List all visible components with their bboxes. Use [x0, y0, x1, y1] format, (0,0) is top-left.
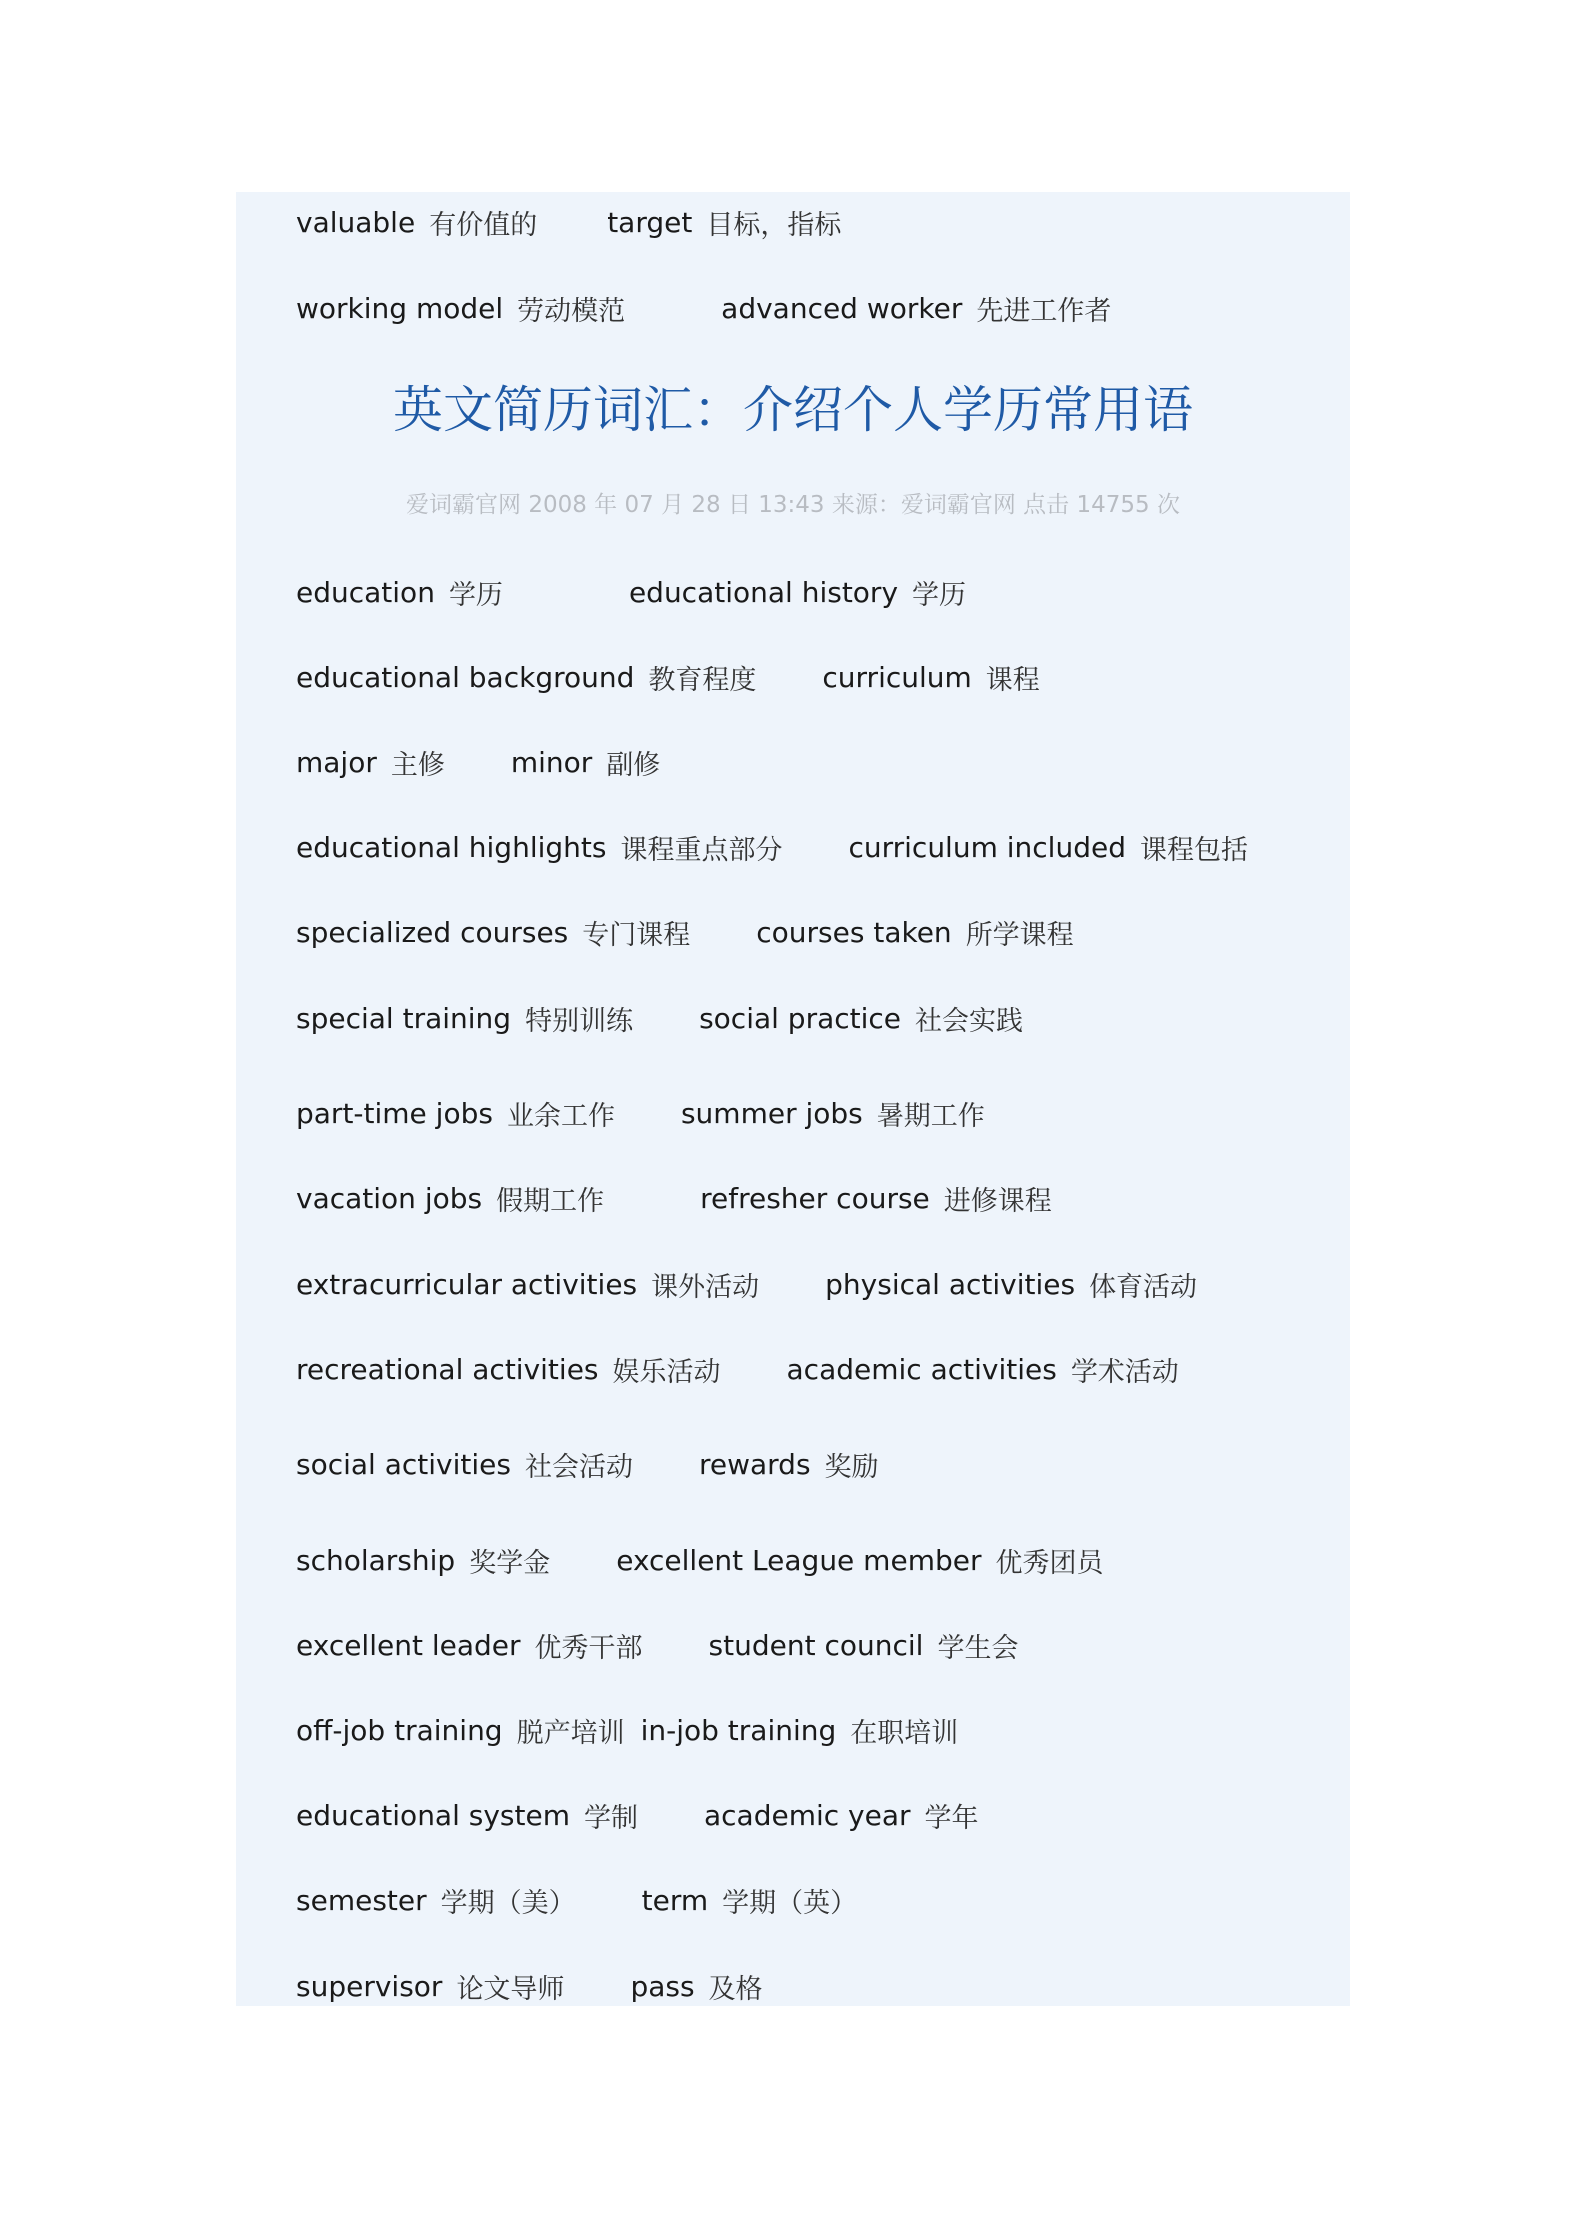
vocab-row	[296, 1540, 1103, 1580]
term-english: scholarship	[296, 1543, 456, 1577]
vocab-term	[721, 289, 1111, 328]
term-chinese: 进修课程	[943, 1185, 1052, 1217]
term-chinese: 体育活动	[1089, 1271, 1198, 1303]
term-english: valuable	[296, 205, 416, 239]
vocab-term	[296, 1179, 604, 1218]
term-chinese: 所学课程	[965, 919, 1074, 951]
vocab-term	[296, 743, 445, 782]
term-chinese: 教育程度	[648, 664, 757, 696]
term-chinese: 业余工作	[506, 1100, 615, 1132]
term-english: extracurricular activities	[296, 1267, 638, 1301]
term-english: term	[641, 1883, 709, 1917]
vocab-row	[296, 202, 841, 242]
vocab-term	[822, 658, 1039, 697]
term-chinese: 优秀干部	[534, 1632, 643, 1664]
term-chinese: 副修	[606, 749, 661, 781]
vocab-term	[296, 1265, 759, 1304]
vocab-term	[709, 1626, 1019, 1665]
vocab-term	[756, 913, 1073, 952]
term-chinese: 奖励	[824, 1451, 879, 1483]
vocab-row	[296, 1880, 857, 1920]
term-english: specialized courses	[296, 915, 569, 949]
vocab-term	[296, 203, 537, 242]
term-chinese: 论文导师	[456, 1973, 565, 2005]
vocab-term	[642, 1881, 858, 1920]
term-english: major	[296, 745, 377, 779]
term-chinese: 课程重点部分	[620, 834, 783, 866]
term-english: off-job training	[296, 1713, 503, 1747]
article-title: 英文简历词汇：介绍个人学历常用语	[393, 381, 1193, 439]
vocab-term	[296, 1094, 615, 1133]
term-english: rewards	[698, 1447, 811, 1481]
term-chinese: 学制	[584, 1802, 638, 1834]
term-chinese: 学术活动	[1070, 1356, 1179, 1388]
vocab-term	[296, 1626, 643, 1665]
term-english: educational highlights	[296, 830, 607, 864]
term-english: educational system	[296, 1798, 570, 1832]
vocab-term	[699, 1445, 879, 1484]
term-english: social practice	[699, 1001, 902, 1035]
term-chinese: 脱产培训	[516, 1717, 625, 1749]
term-english: academic year	[704, 1798, 911, 1832]
vocab-row	[296, 1795, 979, 1835]
vocab-row	[296, 827, 1248, 867]
vocab-term	[704, 1796, 979, 1835]
vocab-term	[296, 828, 782, 867]
vocab-term	[699, 999, 1023, 1038]
term-chinese: 学历	[912, 579, 967, 611]
vocab-row	[296, 572, 966, 612]
term-english: target	[607, 205, 693, 239]
term-english: semester	[296, 1883, 427, 1917]
vocab-row	[296, 1625, 1018, 1665]
vocab-row	[296, 742, 660, 782]
vocab-term	[641, 1711, 959, 1750]
term-chinese: 课程包括	[1139, 834, 1248, 866]
vocab-row	[296, 1178, 1052, 1218]
vocab-term	[296, 1967, 564, 2006]
term-chinese: 学生会	[937, 1632, 1019, 1664]
term-english: physical activities	[825, 1267, 1076, 1301]
term-chinese: 社会实践	[915, 1005, 1024, 1037]
term-chinese: 有价值的	[429, 209, 538, 241]
vocab-row	[296, 1710, 958, 1750]
term-chinese: 学期（英）	[722, 1887, 858, 1919]
vocab-term	[296, 999, 633, 1038]
term-english: refresher course	[700, 1181, 930, 1215]
term-english: in-job training	[640, 1713, 837, 1747]
vocab-row	[296, 912, 1074, 952]
term-chinese: 优秀团员	[995, 1547, 1104, 1579]
vocab-row	[296, 288, 1111, 328]
term-english: advanced worker	[721, 291, 963, 325]
term-chinese: 社会活动	[524, 1451, 633, 1483]
term-chinese: 假期工作	[496, 1185, 605, 1217]
vocab-term	[296, 658, 756, 697]
vocab-row	[296, 1444, 879, 1484]
vocab-term	[296, 913, 690, 952]
vocab-term	[511, 743, 660, 782]
term-english: supervisor	[296, 1969, 443, 2003]
term-chinese: 学历	[448, 579, 503, 611]
term-chinese: 暑期工作	[876, 1100, 985, 1132]
article-meta: 爱词霸官网 2008 年 07 月 28 日 13:43 来源：爱词霸官网 点击 14755 次	[406, 492, 1180, 518]
term-english: summer jobs	[680, 1096, 863, 1130]
vocab-term	[787, 1350, 1179, 1389]
vocab-row	[296, 1966, 763, 2006]
term-chinese: 劳动模范	[517, 295, 626, 327]
term-english: pass	[630, 1969, 695, 2003]
term-english: student council	[708, 1628, 924, 1662]
vocab-term	[296, 573, 503, 612]
term-english: minor	[510, 745, 593, 779]
term-english: educational background	[296, 660, 635, 694]
term-english: vacation jobs	[296, 1181, 483, 1215]
vocab-row	[296, 1349, 1179, 1389]
term-chinese: 主修	[390, 749, 445, 781]
term-chinese: 专门课程	[582, 919, 691, 951]
term-chinese: 目标，指标	[706, 209, 842, 241]
vocab-term	[296, 1796, 638, 1835]
vocab-term	[296, 1350, 721, 1389]
term-english: working model	[296, 291, 504, 325]
term-english: curriculum included	[848, 830, 1126, 864]
term-chinese: 特别训练	[525, 1005, 634, 1037]
term-chinese: 先进工作者	[976, 295, 1112, 327]
term-english: curriculum	[822, 660, 972, 694]
term-chinese: 学期（美）	[440, 1887, 576, 1919]
term-chinese: 学年	[924, 1802, 979, 1834]
term-english: excellent leader	[296, 1628, 521, 1662]
term-english: academic activities	[786, 1352, 1057, 1386]
term-english: educational history	[628, 575, 899, 609]
term-english: education	[296, 575, 435, 609]
vocab-term	[296, 1445, 633, 1484]
vocab-term	[296, 1881, 576, 1920]
vocab-term	[616, 1541, 1103, 1580]
term-english: courses taken	[756, 915, 952, 949]
term-english: social activities	[296, 1447, 511, 1481]
vocab-row	[296, 998, 1023, 1038]
term-chinese: 奖学金	[469, 1547, 551, 1579]
vocab-term	[848, 828, 1248, 867]
vocab-term	[700, 1179, 1052, 1218]
term-english: part-time jobs	[296, 1096, 493, 1130]
vocab-term	[296, 1711, 625, 1750]
vocab-term	[825, 1265, 1197, 1304]
vocab-term	[629, 573, 966, 612]
vocab-term	[607, 203, 841, 242]
vocab-row	[296, 1264, 1197, 1304]
vocab-term	[296, 289, 625, 328]
term-english: recreational activities	[296, 1352, 599, 1386]
vocab-term	[296, 1541, 550, 1580]
term-chinese: 在职培训	[850, 1717, 959, 1749]
term-english: excellent League member	[616, 1543, 982, 1577]
term-english: special training	[296, 1001, 512, 1035]
vocab-term	[681, 1094, 985, 1133]
vocab-row	[296, 1093, 985, 1133]
term-chinese: 及格	[708, 1973, 763, 2005]
term-chinese: 课程	[985, 664, 1040, 696]
term-chinese: 娱乐活动	[612, 1356, 721, 1388]
term-chinese: 课外活动	[651, 1271, 760, 1303]
vocab-row	[296, 657, 1040, 697]
vocab-term	[630, 1967, 762, 2006]
